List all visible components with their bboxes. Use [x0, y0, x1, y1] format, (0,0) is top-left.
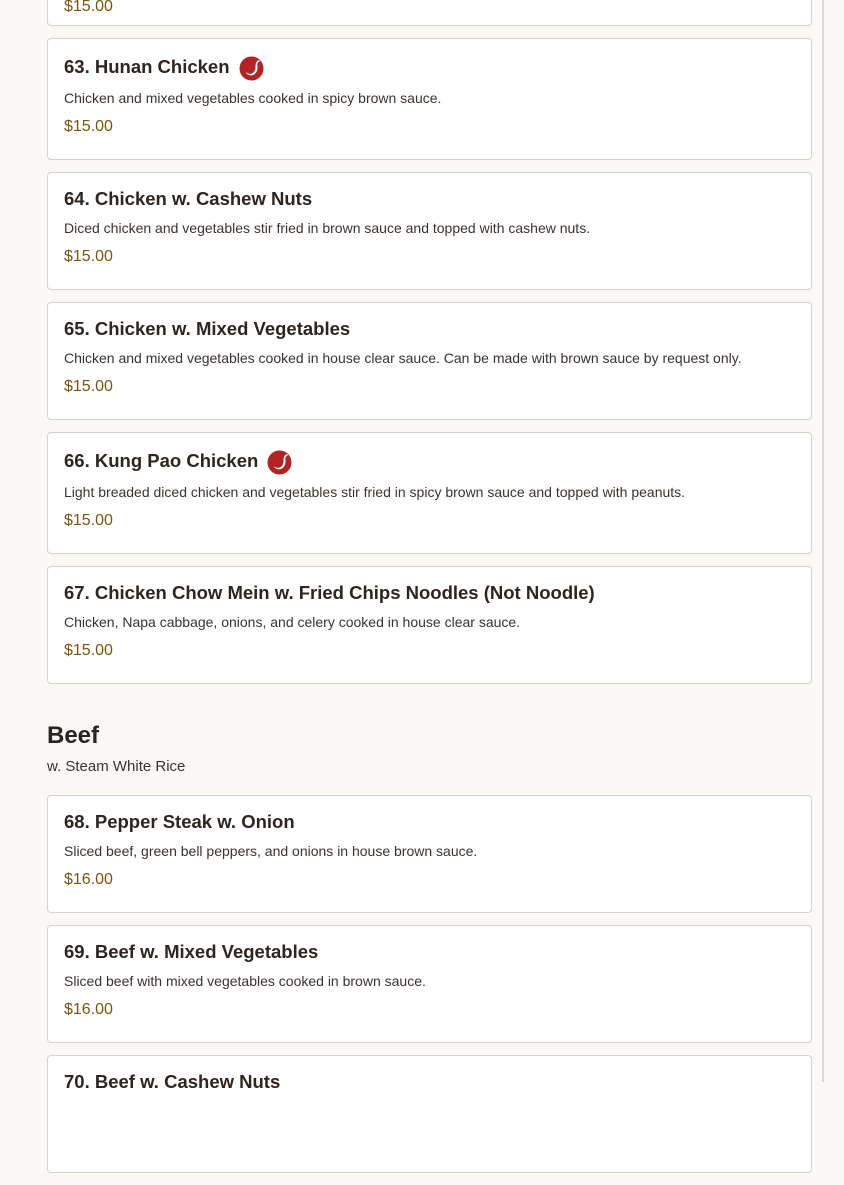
item-name: 67. Chicken Chow Mein w. Fried Chips Noodles (Not Noodle) — [64, 582, 595, 603]
menu-item-card-70[interactable] — [47, 1055, 812, 1173]
page-edge-divider — [822, 0, 824, 1082]
section-subtitle: w. Steam White Rice — [47, 758, 186, 775]
item-name: 65. Chicken w. Mixed Vegetables — [64, 318, 351, 339]
menu-content — [47, 0, 812, 1185]
item-title-row — [64, 581, 795, 605]
item-title-row — [64, 940, 795, 964]
item-name: 66. Kung Pao Chicken — [64, 450, 259, 471]
item-description: Chicken, Napa cabbage, onions, and celery cooked in house clear sauce. — [64, 614, 521, 630]
item-title-row — [64, 810, 795, 834]
menu-item-card-68[interactable] — [47, 795, 812, 913]
menu-item-card-65[interactable] — [47, 302, 812, 420]
item-description: Diced chicken and vegetables stir fried in brown sauce and topped with cashew nuts. — [64, 220, 591, 236]
item-description: Chicken and mixed vegetables cooked in house clear sauce. Can be made with brown sauce by request only. — [64, 350, 742, 366]
menu-item-card-63[interactable] — [47, 38, 812, 160]
item-title-row — [64, 53, 795, 81]
item-name: 69. Beef w. Mixed Vegetables — [64, 941, 319, 962]
item-name: 70. Beef w. Cashew Nuts — [64, 1071, 281, 1092]
chili-pepper-icon — [239, 56, 264, 81]
menu-item-card-69[interactable] — [47, 925, 812, 1043]
section-header-beef — [47, 722, 812, 776]
item-price: $16.00 — [64, 1001, 113, 1018]
item-price: $15.00 — [64, 378, 113, 395]
item-name: 68. Pepper Steak w. Onion — [64, 811, 295, 832]
menu-item-card-67[interactable] — [47, 566, 812, 684]
chili-pepper-icon — [267, 450, 292, 475]
item-title-row — [64, 447, 795, 475]
item-price: $15.00 — [64, 118, 113, 135]
item-name: 63. Hunan Chicken — [64, 56, 230, 77]
item-description: Chicken and mixed vegetables cooked in spicy brown sauce. — [64, 90, 442, 106]
menu-item-card-64[interactable] — [47, 172, 812, 290]
item-price: $16.00 — [64, 871, 113, 888]
item-title-row — [64, 1070, 795, 1094]
section-items-beef — [47, 795, 812, 1173]
item-description: Light breaded diced chicken and vegetables stir fried in spicy brown sauce and topped with peanuts. — [64, 484, 686, 500]
menu-item-card-66[interactable] — [47, 432, 812, 554]
item-price: $15.00 — [64, 642, 113, 659]
item-price: $15.00 — [64, 248, 113, 265]
item-description: Sliced beef with mixed vegetables cooked in brown sauce. — [64, 973, 426, 989]
item-title-row — [64, 317, 795, 341]
item-title-row — [64, 187, 795, 211]
item-price: $15.00 — [64, 0, 113, 15]
section-title: Beef — [47, 722, 100, 749]
menu-item-card-62[interactable] — [47, 0, 812, 26]
item-name: 64. Chicken w. Cashew Nuts — [64, 188, 313, 209]
item-price: $15.00 — [64, 512, 113, 529]
item-description: Sliced beef, green bell peppers, and onions in house brown sauce. — [64, 843, 478, 859]
